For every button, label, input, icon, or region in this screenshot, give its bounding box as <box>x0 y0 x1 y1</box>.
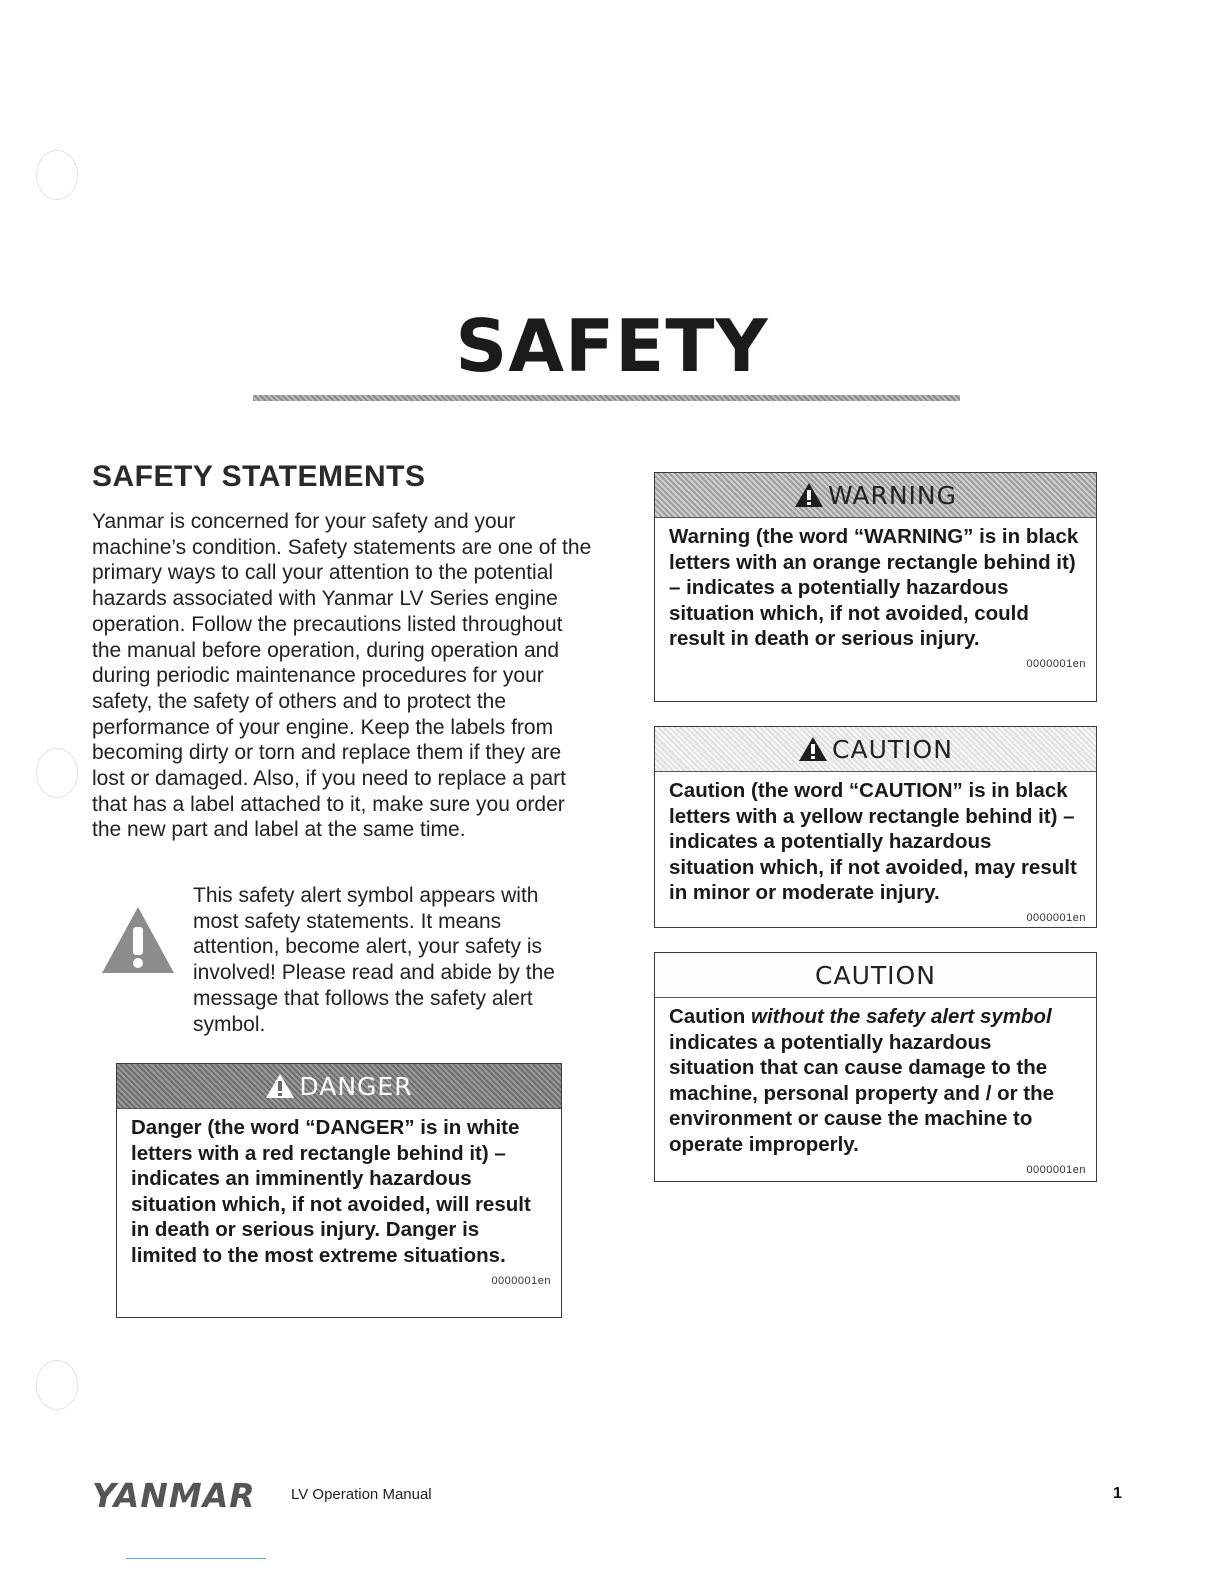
caution-alert-code: 0000001en <box>1026 911 1086 924</box>
alert-symbol-description: This safety alert symbol appears with most safety statements. It means attention, become alert, your safety is involved! Please read and abide by the message that follows the safety alert symbol. <box>193 884 555 1036</box>
caution-alert-heading-bar <box>655 727 1096 772</box>
warning-heading-bar <box>655 473 1096 518</box>
caution-plain-heading: CAUTION <box>815 960 936 990</box>
bottom-rule <box>126 1558 266 1559</box>
danger-box <box>116 1063 562 1318</box>
brand-logo: YANMAR <box>92 1476 256 1515</box>
caution-plain-box <box>654 952 1097 1182</box>
manual-name: LV Operation Manual <box>291 1486 432 1503</box>
caution-plain-heading-bar <box>655 953 1096 998</box>
warning-body: Warning (the word “WARNING” is in black letters with an orange rectangle behind it) – indicates a potentially hazardous situation which, if not avoided, could result in death or serious injury. <box>669 525 1079 651</box>
caution-plain-body <box>655 998 1096 1158</box>
warning-box <box>654 472 1097 702</box>
caution-plain-body-prefix: Caution <box>669 1005 751 1028</box>
danger-body: Danger (the word “DANGER” is in white letters with a red rectangle behind it) – indicates an imminently hazardous situation which, if not avoided, will result in death or serious injury. Danger is limited to the most extreme situations. <box>131 1116 531 1267</box>
page-number: 1 <box>1113 1485 1122 1502</box>
binder-hole-mark <box>36 150 78 200</box>
warning-triangle-icon <box>265 1073 295 1099</box>
title-divider <box>253 395 960 401</box>
danger-heading-bar <box>117 1064 561 1109</box>
danger-heading: DANGER <box>299 1071 413 1101</box>
warning-triangle-icon <box>798 736 828 762</box>
caution-plain-body-rest: indicates a potentially hazardous situation that can cause damage to the machine, personal property and / or the environment or cause the machine to operate improperly. <box>669 1030 1055 1156</box>
caution-plain-code: 0000001en <box>1026 1163 1086 1176</box>
warning-code: 0000001en <box>1026 657 1086 670</box>
caution-plain-body-emphasis: without the safety alert symbol <box>751 1005 1052 1028</box>
page-title: SAFETY <box>455 304 769 388</box>
caution-alert-box <box>654 726 1097 928</box>
caution-alert-heading: CAUTION <box>832 734 953 764</box>
danger-code: 0000001en <box>491 1274 551 1287</box>
caution-alert-body: Caution (the word “CAUTION” is in black letters with a yellow rectangle behind it) – indicates a potentially hazardous situation which, if not avoided, may result in minor or moderate injury. <box>669 779 1077 905</box>
section-heading: SAFETY STATEMENTS <box>92 460 426 493</box>
warning-triangle-icon <box>794 482 824 508</box>
warning-triangle-icon <box>100 905 176 980</box>
intro-paragraph: Yanmar is concerned for your safety and your machine’s condition. Safety statements are one of the primary ways to call your attention to the potential hazards associated with Yanmar LV Series engine operation. Follow the precautions listed throughout the manual before operation, during operation and during periodic maintenance procedures for your safety, the safety of others and to protect the performance of your engine. Keep the labels from becoming dirty or torn and replace them if they are lost or damaged. Also, if you need to replace a part that has a label attached to it, make sure you order the new part and label at the same time. <box>92 510 592 842</box>
binder-hole-mark <box>36 748 78 798</box>
binder-hole-mark <box>36 1360 78 1410</box>
warning-heading: WARNING <box>828 480 957 510</box>
